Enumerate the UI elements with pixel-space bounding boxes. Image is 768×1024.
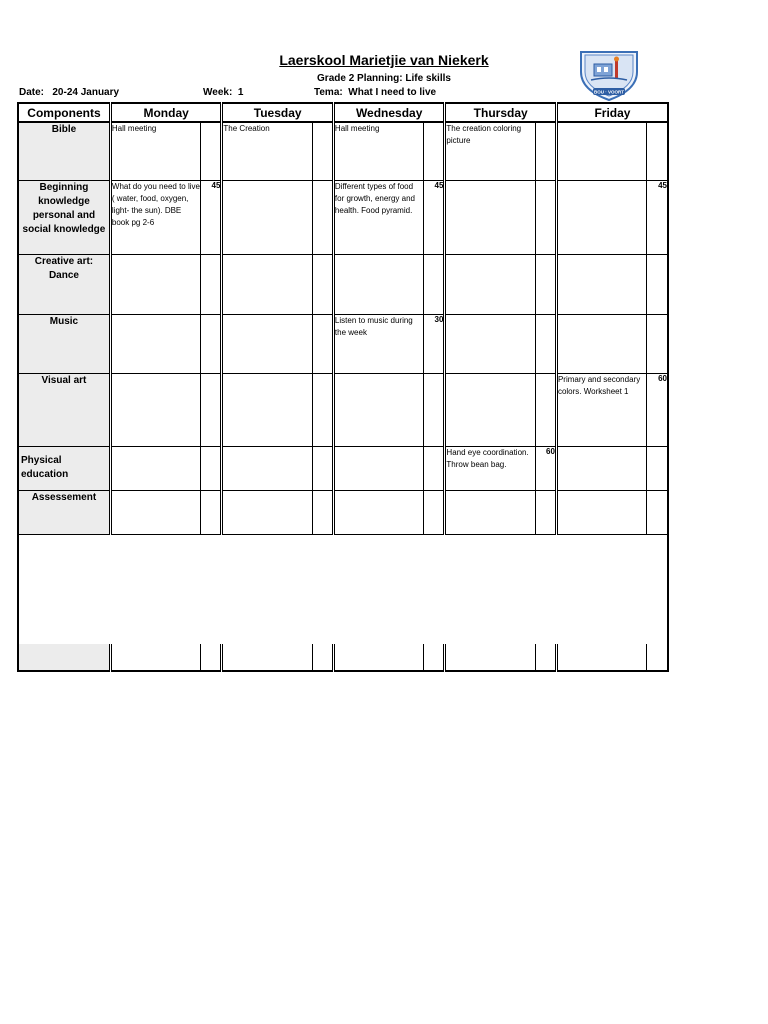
activity-cell xyxy=(222,446,312,490)
activity-cell: The creation coloring picture xyxy=(445,122,535,180)
activity-cell xyxy=(556,644,646,671)
duration-cell xyxy=(201,446,222,490)
activity-cell xyxy=(445,373,535,446)
activity-cell xyxy=(445,314,535,373)
activity-cell xyxy=(110,314,200,373)
activity-cell: Hand eye coordination. Throw bean bag. xyxy=(445,446,535,490)
activity-cell xyxy=(110,254,200,314)
activity-cell xyxy=(222,490,312,534)
activity-cell xyxy=(222,180,312,254)
duration-cell xyxy=(312,314,333,373)
duration-cell xyxy=(424,254,445,314)
duration-cell: 45 xyxy=(201,180,222,254)
activity-cell: What do you need to live ( water, food, oxygen, light- the sun). DBE book pg 2-6 xyxy=(110,180,200,254)
duration-cell xyxy=(312,490,333,534)
duration-cell xyxy=(424,644,445,671)
tema-label: Tema: xyxy=(314,87,343,98)
duration-cell: 30 xyxy=(424,314,445,373)
duration-cell xyxy=(647,644,668,671)
duration-cell: 60 xyxy=(535,446,556,490)
activity-cell xyxy=(556,314,646,373)
activity-cell: Hall meeting xyxy=(110,122,200,180)
week-label: Week: xyxy=(203,87,233,98)
duration-cell xyxy=(312,446,333,490)
components-header: Components xyxy=(18,103,110,122)
day-header-monday: Monday xyxy=(110,103,222,122)
planning-subtitle: Grade 2 Planning: Life skills xyxy=(317,73,451,84)
school-name: Laerskool Marietjie van Niekerk xyxy=(279,52,489,68)
activity-cell: Hall meeting xyxy=(333,122,423,180)
activity-cell xyxy=(333,490,423,534)
day-header-friday: Friday xyxy=(556,103,668,122)
weekly-planning-table xyxy=(17,102,669,672)
duration-cell xyxy=(535,644,556,671)
duration-cell xyxy=(201,314,222,373)
duration-cell xyxy=(647,122,668,180)
activity-cell xyxy=(333,446,423,490)
activity-cell xyxy=(333,373,423,446)
table-row xyxy=(18,122,668,180)
activity-cell xyxy=(445,254,535,314)
day-header-tuesday: Tuesday xyxy=(222,103,334,122)
activity-cell xyxy=(556,122,646,180)
duration-cell xyxy=(647,314,668,373)
duration-cell xyxy=(535,314,556,373)
tema-field xyxy=(314,87,436,98)
duration-cell xyxy=(201,644,222,671)
activity-cell xyxy=(556,446,646,490)
activity-cell: Listen to music during the week xyxy=(333,314,423,373)
component-beginning-knowledge: Beginning knowledge personal and social knowledge xyxy=(18,180,110,254)
empty-gap xyxy=(18,534,668,644)
table-row xyxy=(18,446,668,490)
component-bible: Bible xyxy=(18,122,110,180)
duration-cell xyxy=(312,122,333,180)
duration-cell xyxy=(312,180,333,254)
table-row xyxy=(18,254,668,314)
component-assessement: Assessement xyxy=(18,490,110,534)
crest-motto: BOU · VOORT xyxy=(594,89,624,95)
activity-cell xyxy=(445,490,535,534)
duration-cell xyxy=(535,254,556,314)
duration-cell xyxy=(647,446,668,490)
component-visual-art: Visual art xyxy=(18,373,110,446)
school-crest-logo xyxy=(577,48,641,102)
date-value: 20-24 January xyxy=(52,87,120,98)
table-row xyxy=(18,373,668,446)
duration-cell xyxy=(647,254,668,314)
date-label: Date: xyxy=(19,87,45,98)
week-field xyxy=(203,87,243,98)
activity-cell xyxy=(333,254,423,314)
duration-cell xyxy=(201,490,222,534)
duration-cell xyxy=(312,373,333,446)
duration-cell xyxy=(424,373,445,446)
activity-cell xyxy=(110,490,200,534)
activity-cell xyxy=(110,446,200,490)
table-row xyxy=(18,644,668,671)
duration-cell xyxy=(201,122,222,180)
duration-cell xyxy=(424,122,445,180)
table-gap-row xyxy=(18,534,668,644)
activity-cell xyxy=(222,254,312,314)
activity-cell xyxy=(222,644,312,671)
activity-cell xyxy=(556,254,646,314)
activity-cell: The Creation xyxy=(222,122,312,180)
duration-cell xyxy=(647,490,668,534)
date-field xyxy=(19,87,119,98)
tema-value: What I need to live xyxy=(348,87,437,98)
activity-cell xyxy=(333,644,423,671)
table-header-row xyxy=(18,103,668,122)
week-value: 1 xyxy=(237,87,244,98)
activity-cell xyxy=(445,180,535,254)
activity-cell xyxy=(222,373,312,446)
duration-cell: 45 xyxy=(647,180,668,254)
duration-cell xyxy=(201,373,222,446)
duration-cell: 60 xyxy=(647,373,668,446)
duration-cell xyxy=(424,490,445,534)
activity-cell xyxy=(556,180,646,254)
activity-cell: Different types of food for growth, energy and health. Food pyramid. xyxy=(333,180,423,254)
day-header-thursday: Thursday xyxy=(445,103,557,122)
component-empty xyxy=(18,644,110,671)
component-creative-art-dance: Creative art: Dance xyxy=(18,254,110,314)
activity-cell: Primary and secondary colors. Worksheet 1 xyxy=(556,373,646,446)
table-row xyxy=(18,490,668,534)
duration-cell xyxy=(312,644,333,671)
table-row xyxy=(18,314,668,373)
activity-cell xyxy=(110,644,200,671)
table-row xyxy=(18,180,668,254)
duration-cell xyxy=(201,254,222,314)
duration-cell xyxy=(535,373,556,446)
component-physical-education: Physical education xyxy=(18,446,110,490)
activity-cell xyxy=(222,314,312,373)
duration-cell xyxy=(424,446,445,490)
duration-cell xyxy=(535,180,556,254)
component-music: Music xyxy=(18,314,110,373)
activity-cell xyxy=(556,490,646,534)
duration-cell xyxy=(535,122,556,180)
duration-cell xyxy=(535,490,556,534)
activity-cell xyxy=(110,373,200,446)
duration-cell: 45 xyxy=(424,180,445,254)
activity-cell xyxy=(445,644,535,671)
day-header-wednesday: Wednesday xyxy=(333,103,445,122)
duration-cell xyxy=(312,254,333,314)
